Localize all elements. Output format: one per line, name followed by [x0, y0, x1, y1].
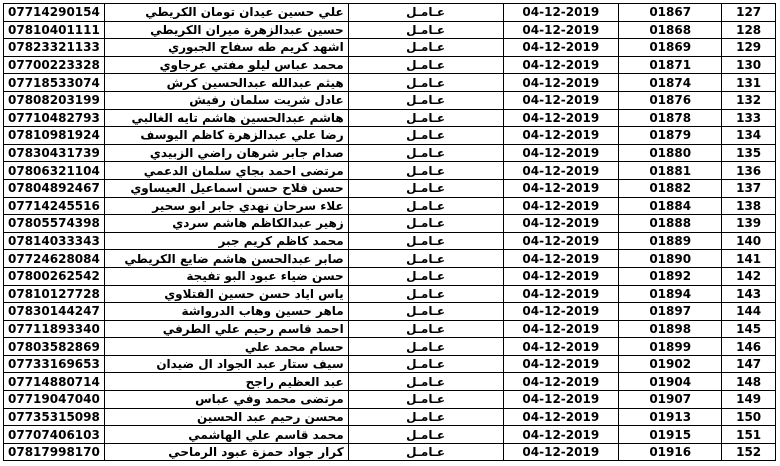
- phone-cell: 07814033343: [4, 232, 105, 250]
- job-title-cell: عـامـل: [348, 303, 503, 321]
- employee-code-cell: 01897: [619, 303, 722, 321]
- date-cell: 04-12-2019: [503, 197, 619, 215]
- job-title-cell: عـامـل: [348, 426, 503, 444]
- phone-cell: 07707406103: [4, 426, 105, 444]
- phone-cell: 07735315098: [4, 408, 105, 426]
- job-title-cell: عـامـل: [348, 91, 503, 109]
- job-title-cell: عـامـل: [348, 197, 503, 215]
- job-title-cell: عـامـل: [348, 74, 503, 92]
- employee-code-cell: 01899: [619, 338, 722, 356]
- date-cell: 04-12-2019: [503, 408, 619, 426]
- employee-code-cell: 01878: [619, 109, 722, 127]
- name-cell: حسين عبدالزهرة ميران الكريطي: [105, 21, 349, 39]
- job-title-cell: عـامـل: [348, 21, 503, 39]
- employee-code-cell: 01881: [619, 162, 722, 180]
- job-title-cell: عـامـل: [348, 285, 503, 303]
- phone-cell: 07700223328: [4, 56, 105, 74]
- job-title-cell: عـامـل: [348, 232, 503, 250]
- table-row: [4, 127, 776, 145]
- sequence-number-cell: 141: [722, 250, 776, 268]
- sequence-number-cell: 135: [722, 144, 776, 162]
- employee-code-cell: 01880: [619, 144, 722, 162]
- date-cell: 04-12-2019: [503, 373, 619, 391]
- job-title-cell: عـامـل: [348, 373, 503, 391]
- employee-table: [3, 3, 776, 461]
- employee-code-cell: 01904: [619, 373, 722, 391]
- table-row: [4, 56, 776, 74]
- name-cell: زهير عبدالكاظم هاشم سردي: [105, 215, 349, 233]
- table-row: [4, 215, 776, 233]
- date-cell: 04-12-2019: [503, 21, 619, 39]
- table-row: [4, 162, 776, 180]
- job-title-cell: عـامـل: [348, 179, 503, 197]
- date-cell: 04-12-2019: [503, 267, 619, 285]
- employee-code-cell: 01888: [619, 215, 722, 233]
- phone-cell: 07806321104: [4, 162, 105, 180]
- date-cell: 04-12-2019: [503, 215, 619, 233]
- employee-code-cell: 01882: [619, 179, 722, 197]
- job-title-cell: عـامـل: [348, 109, 503, 127]
- job-title-cell: عـامـل: [348, 443, 503, 461]
- table-row: [4, 250, 776, 268]
- name-cell: هيثم عبدالله عبدالحسين كرش: [105, 74, 349, 92]
- sequence-number-cell: 147: [722, 355, 776, 373]
- sequence-number-cell: 129: [722, 39, 776, 57]
- sequence-number-cell: 133: [722, 109, 776, 127]
- phone-cell: 07804892467: [4, 179, 105, 197]
- job-title-cell: عـامـل: [348, 215, 503, 233]
- phone-cell: 07823321133: [4, 39, 105, 57]
- table-row: [4, 179, 776, 197]
- job-title-cell: عـامـل: [348, 391, 503, 409]
- date-cell: 04-12-2019: [503, 320, 619, 338]
- phone-cell: 07718533074: [4, 74, 105, 92]
- name-cell: علاء سرحان نهدي جابر ابو سحير: [105, 197, 349, 215]
- employee-code-cell: 01898: [619, 320, 722, 338]
- phone-cell: 07714245516: [4, 197, 105, 215]
- sequence-number-cell: 127: [722, 4, 776, 22]
- name-cell: مرتضى محمد وفي عباس: [105, 391, 349, 409]
- sequence-number-cell: 143: [722, 285, 776, 303]
- name-cell: عبد العظيم راجح: [105, 373, 349, 391]
- table-row: [4, 267, 776, 285]
- sequence-number-cell: 136: [722, 162, 776, 180]
- name-cell: حسام محمد علي: [105, 338, 349, 356]
- sequence-number-cell: 131: [722, 74, 776, 92]
- job-title-cell: عـامـل: [348, 408, 503, 426]
- job-title-cell: عـامـل: [348, 144, 503, 162]
- table-row: [4, 285, 776, 303]
- employee-code-cell: 01894: [619, 285, 722, 303]
- table-row: [4, 74, 776, 92]
- name-cell: ياس اياد حسن حسين الفتلاوي: [105, 285, 349, 303]
- sequence-number-cell: 152: [722, 443, 776, 461]
- name-cell: محمد كاظم كريم جبر: [105, 232, 349, 250]
- phone-cell: 07719047040: [4, 391, 105, 409]
- date-cell: 04-12-2019: [503, 391, 619, 409]
- name-cell: محمد عباس ليلو مفتي عرجاوي: [105, 56, 349, 74]
- employee-code-cell: 01892: [619, 267, 722, 285]
- date-cell: 04-12-2019: [503, 303, 619, 321]
- table-row: [4, 39, 776, 57]
- sequence-number-cell: 132: [722, 91, 776, 109]
- date-cell: 04-12-2019: [503, 285, 619, 303]
- date-cell: 04-12-2019: [503, 232, 619, 250]
- table-row: [4, 320, 776, 338]
- phone-cell: 07714290154: [4, 4, 105, 22]
- phone-cell: 07733169653: [4, 355, 105, 373]
- name-cell: حسن فلاح حسن اسماعيل العيساوي: [105, 179, 349, 197]
- table-row: [4, 197, 776, 215]
- name-cell: محمد قاسم علي الهاشمي: [105, 426, 349, 444]
- phone-cell: 07817998170: [4, 443, 105, 461]
- table-row: [4, 426, 776, 444]
- phone-cell: 07830144247: [4, 303, 105, 321]
- sequence-number-cell: 142: [722, 267, 776, 285]
- table-row: [4, 303, 776, 321]
- job-title-cell: عـامـل: [348, 320, 503, 338]
- sequence-number-cell: 145: [722, 320, 776, 338]
- phone-cell: 07710482793: [4, 109, 105, 127]
- job-title-cell: عـامـل: [348, 250, 503, 268]
- employee-code-cell: 01871: [619, 56, 722, 74]
- date-cell: 04-12-2019: [503, 56, 619, 74]
- sequence-number-cell: 144: [722, 303, 776, 321]
- employee-code-cell: 01874: [619, 74, 722, 92]
- table-row: [4, 443, 776, 461]
- name-cell: اشهد كريم طه سفاح الجبوري: [105, 39, 349, 57]
- table-row: [4, 338, 776, 356]
- table-row: [4, 21, 776, 39]
- table-row: [4, 408, 776, 426]
- date-cell: 04-12-2019: [503, 162, 619, 180]
- phone-cell: 07805574398: [4, 215, 105, 233]
- table-row: [4, 373, 776, 391]
- date-cell: 04-12-2019: [503, 426, 619, 444]
- sequence-number-cell: 150: [722, 408, 776, 426]
- phone-cell: 07808203199: [4, 91, 105, 109]
- name-cell: احمد قاسم رحيم علي الطرفي: [105, 320, 349, 338]
- employee-code-cell: 01869: [619, 39, 722, 57]
- date-cell: 04-12-2019: [503, 443, 619, 461]
- phone-cell: 07810401111: [4, 21, 105, 39]
- sequence-number-cell: 138: [722, 197, 776, 215]
- employee-code-cell: 01913: [619, 408, 722, 426]
- sequence-number-cell: 134: [722, 127, 776, 145]
- table-row: [4, 144, 776, 162]
- job-title-cell: عـامـل: [348, 355, 503, 373]
- phone-cell: 07800262542: [4, 267, 105, 285]
- sequence-number-cell: 151: [722, 426, 776, 444]
- job-title-cell: عـامـل: [348, 338, 503, 356]
- sequence-number-cell: 149: [722, 391, 776, 409]
- date-cell: 04-12-2019: [503, 338, 619, 356]
- employee-code-cell: 01890: [619, 250, 722, 268]
- date-cell: 04-12-2019: [503, 179, 619, 197]
- table-row: [4, 91, 776, 109]
- employee-table-body: [4, 4, 776, 461]
- name-cell: صابر عبدالحسن هاشم ضايع الكريطي: [105, 250, 349, 268]
- date-cell: 04-12-2019: [503, 4, 619, 22]
- name-cell: مرتضى احمد بجاي سلمان الدعمي: [105, 162, 349, 180]
- sequence-number-cell: 140: [722, 232, 776, 250]
- sequence-number-cell: 137: [722, 179, 776, 197]
- job-title-cell: عـامـل: [348, 56, 503, 74]
- phone-cell: 07810981924: [4, 127, 105, 145]
- table-row: [4, 4, 776, 22]
- job-title-cell: عـامـل: [348, 162, 503, 180]
- job-title-cell: عـامـل: [348, 127, 503, 145]
- date-cell: 04-12-2019: [503, 74, 619, 92]
- name-cell: محسن رحيم عبد الحسين: [105, 408, 349, 426]
- job-title-cell: عـامـل: [348, 267, 503, 285]
- employee-code-cell: 01884: [619, 197, 722, 215]
- name-cell: صدام جابر شرهان راضي الزبيدي: [105, 144, 349, 162]
- name-cell: حسن ضياء عبود البو تفيجة: [105, 267, 349, 285]
- date-cell: 04-12-2019: [503, 127, 619, 145]
- phone-cell: 07830431739: [4, 144, 105, 162]
- sequence-number-cell: 139: [722, 215, 776, 233]
- name-cell: رضا علي عبدالزهرة كاظم اليوسف: [105, 127, 349, 145]
- sequence-number-cell: 128: [722, 21, 776, 39]
- job-title-cell: عـامـل: [348, 4, 503, 22]
- employee-code-cell: 01902: [619, 355, 722, 373]
- employee-code-cell: 01876: [619, 91, 722, 109]
- name-cell: سيف ستار عبد الجواد ال ضيدان: [105, 355, 349, 373]
- date-cell: 04-12-2019: [503, 39, 619, 57]
- name-cell: هاشم عبدالحسين هاشم تايه الغالبي: [105, 109, 349, 127]
- table-row: [4, 109, 776, 127]
- date-cell: 04-12-2019: [503, 91, 619, 109]
- date-cell: 04-12-2019: [503, 250, 619, 268]
- date-cell: 04-12-2019: [503, 144, 619, 162]
- table-row: [4, 391, 776, 409]
- table-row: [4, 232, 776, 250]
- employee-code-cell: 01916: [619, 443, 722, 461]
- employee-code-cell: 01915: [619, 426, 722, 444]
- phone-cell: 07711893340: [4, 320, 105, 338]
- table-row: [4, 355, 776, 373]
- employee-code-cell: 01879: [619, 127, 722, 145]
- phone-cell: 07714880714: [4, 373, 105, 391]
- name-cell: كرار جواد حمزة عبود الرماحي: [105, 443, 349, 461]
- employee-code-cell: 01867: [619, 4, 722, 22]
- employee-code-cell: 01907: [619, 391, 722, 409]
- employee-code-cell: 01868: [619, 21, 722, 39]
- phone-cell: 07810127728: [4, 285, 105, 303]
- name-cell: عادل شريت سلمان رفيش: [105, 91, 349, 109]
- date-cell: 04-12-2019: [503, 109, 619, 127]
- name-cell: علي حسين عيدان تومان الكريطي: [105, 4, 349, 22]
- sequence-number-cell: 130: [722, 56, 776, 74]
- phone-cell: 07724628084: [4, 250, 105, 268]
- date-cell: 04-12-2019: [503, 355, 619, 373]
- name-cell: ماهر حسين وهاب الدرواشة: [105, 303, 349, 321]
- phone-cell: 07803582869: [4, 338, 105, 356]
- sequence-number-cell: 148: [722, 373, 776, 391]
- job-title-cell: عـامـل: [348, 39, 503, 57]
- sequence-number-cell: 146: [722, 338, 776, 356]
- employee-code-cell: 01889: [619, 232, 722, 250]
